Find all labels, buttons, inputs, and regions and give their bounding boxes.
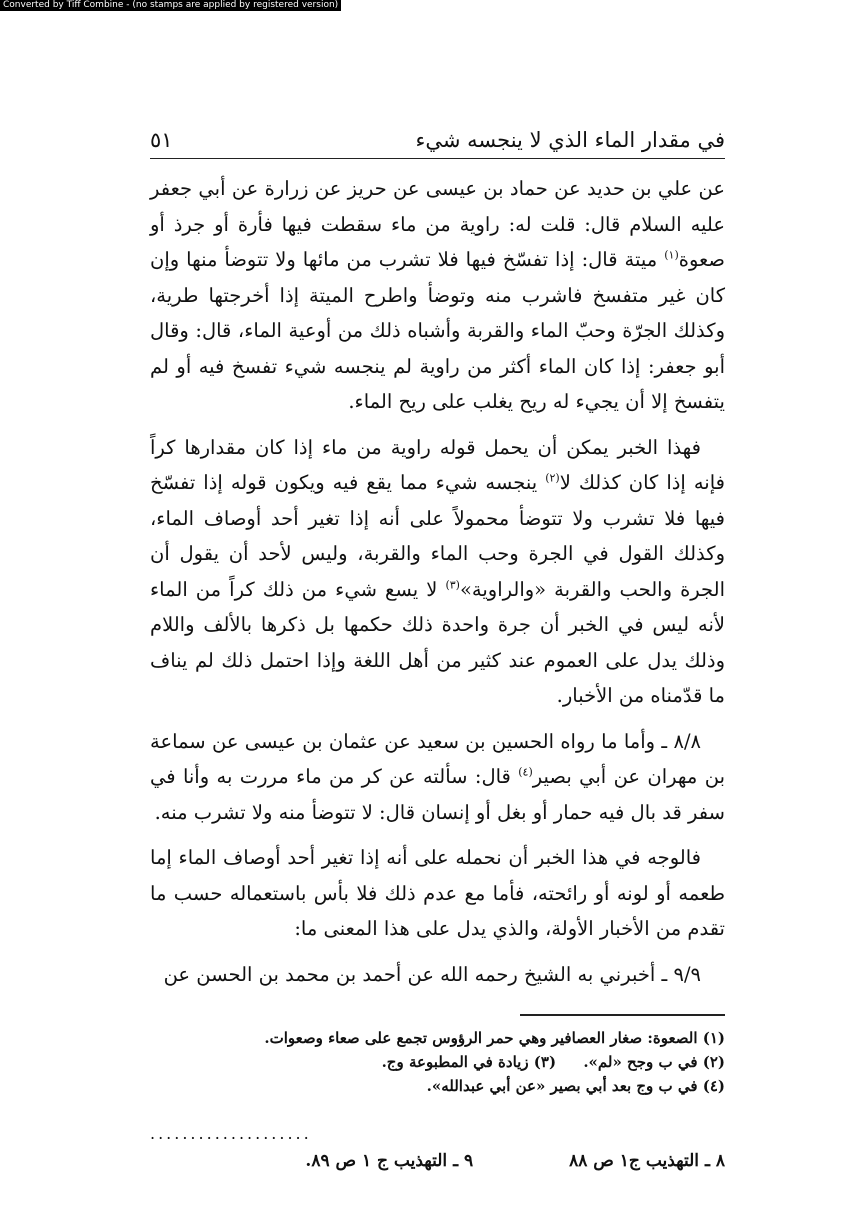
text-run: قال: سألته عن كر من ماء مررت به وأنا في سفر قد بال فيه حمار أو بغل أو إنسان قال: لا تتوضأ منه ولا تشرب منه. [150, 765, 725, 824]
paragraph-1 [150, 171, 725, 420]
text-run: فهذا الخبر يمكن أن يحمل قوله راوية من ماء إذا كان مقدارها كراً فإنه إذا كان كذلك لا [150, 435, 725, 494]
text-run: فالوجه في هذا الخبر أن نحمله على أنه إذا تغير أحد أوصاف الماء إما طعمه أو لونه أو رائحته، فأما مع عدم ذلك فلا بأس باستعماله حسب ما تقدم من الأخبار الأولة، والذي يدل على هذا المعنى ما: [150, 846, 725, 940]
footnote-4: (٤) في ب وج بعد أبي بصير «عن أبي عبدالله». [426, 1077, 725, 1095]
footnote-1: (١) الصعوة: صغار العصافير وهي حمر الرؤوس تجمع على صعاء وصعوات. [264, 1029, 725, 1047]
paragraph-2 [150, 430, 725, 714]
book-page [150, 128, 725, 1171]
text-run: ٨/٨ ـ وأما ما رواه الحسين بن سعيد عن عثمان بن عيسى عن سماعة بن مهران عن أبي بصير [150, 729, 725, 788]
page-number: ٥١ [150, 128, 173, 152]
footnote-marker: (٤) [518, 765, 533, 779]
footnote-2: (٢) في ب وجح «لم». [583, 1053, 725, 1071]
source-references [150, 1151, 725, 1171]
text-run: ميتة قال: إذا تفسّخ فيها فلا تشرب من مائها ولا تتوضأ منها وإن كان غير متفسخ فاشرب منه وتوضأ واطرح الميتة إذا أخرجتها طرية، وكذلك الجرّة وحبّ الماء والقربة وأشباه ذلك من أوعية الماء، قال: وقال أبو جعفر: إذا كان الماء أكثر من راوية لم ينجسه شيء تفسخ فيه أو لم يتفسخ إلا أن يجيء له ريح يغلب على ريح الماء. [150, 248, 725, 413]
running-title: في مقدار الماء الذي لا ينجسه شيء [415, 128, 725, 152]
footnote-marker: (٢) [545, 471, 560, 485]
text-run: لا يسع شيء من ذلك كراً من الماء لأنه ليس في الخبر أن جرة واحدة ذلك حكمها بل ذكرها بالألف واللام وذلك يدل على العموم عند كثير من أهل اللغة وإذا احتمل ذلك لم يناف ما قدّمناه من الأخبار. [150, 577, 725, 707]
running-header [150, 128, 725, 158]
footnote-marker: (١) [664, 248, 679, 262]
body-text [150, 171, 725, 992]
paragraph-3 [150, 724, 725, 831]
reference-8: ٨ ـ التهذيب ج١ ص ٨٨ [569, 1151, 725, 1171]
dotted-separator: .................... [150, 1124, 312, 1143]
footnote-3: (٣) زيادة في المطبوعة وج. [381, 1053, 557, 1071]
paragraph-5 [150, 957, 725, 993]
reference-9: ٩ ـ التهذيب ج ١ ص ٨٩. [305, 1151, 474, 1171]
text-run: ٩/٩ ـ أخبرني به الشيخ رحمه الله عن أحمد بن محمد بن الحسن عن [163, 962, 701, 986]
text-run: ينجسه شيء مما يقع فيه ويكون قوله إذا تفسّخ فيها فلا تشرب ولا تتوضأ محمولاً على أنه إذا تغير أحد أوصاف الماء، وكذلك القول في الجرة وحب الماء والقربة، وليس لأحد أن يقول أن الجرة والحب والقربة «والراوية» [150, 471, 725, 601]
footnote-marker: (٣) [445, 578, 460, 591]
footnote-row-2-3 [150, 1050, 725, 1074]
footnotes [150, 1026, 725, 1098]
converter-watermark: Converted by Tiff Combine - (no stamps are applied by registered version) [0, 0, 341, 11]
header-rule [150, 158, 725, 159]
paragraph-4 [150, 840, 725, 947]
text-run: عن علي بن حديد عن حماد بن عيسى عن حريز عن زرارة عن أبي جعفر عليه السلام قال: قلت له: راوية من ماء سقطت فيها فأرة أو جرذ أو صعوة [150, 177, 725, 271]
footnote-rule [520, 1014, 725, 1016]
